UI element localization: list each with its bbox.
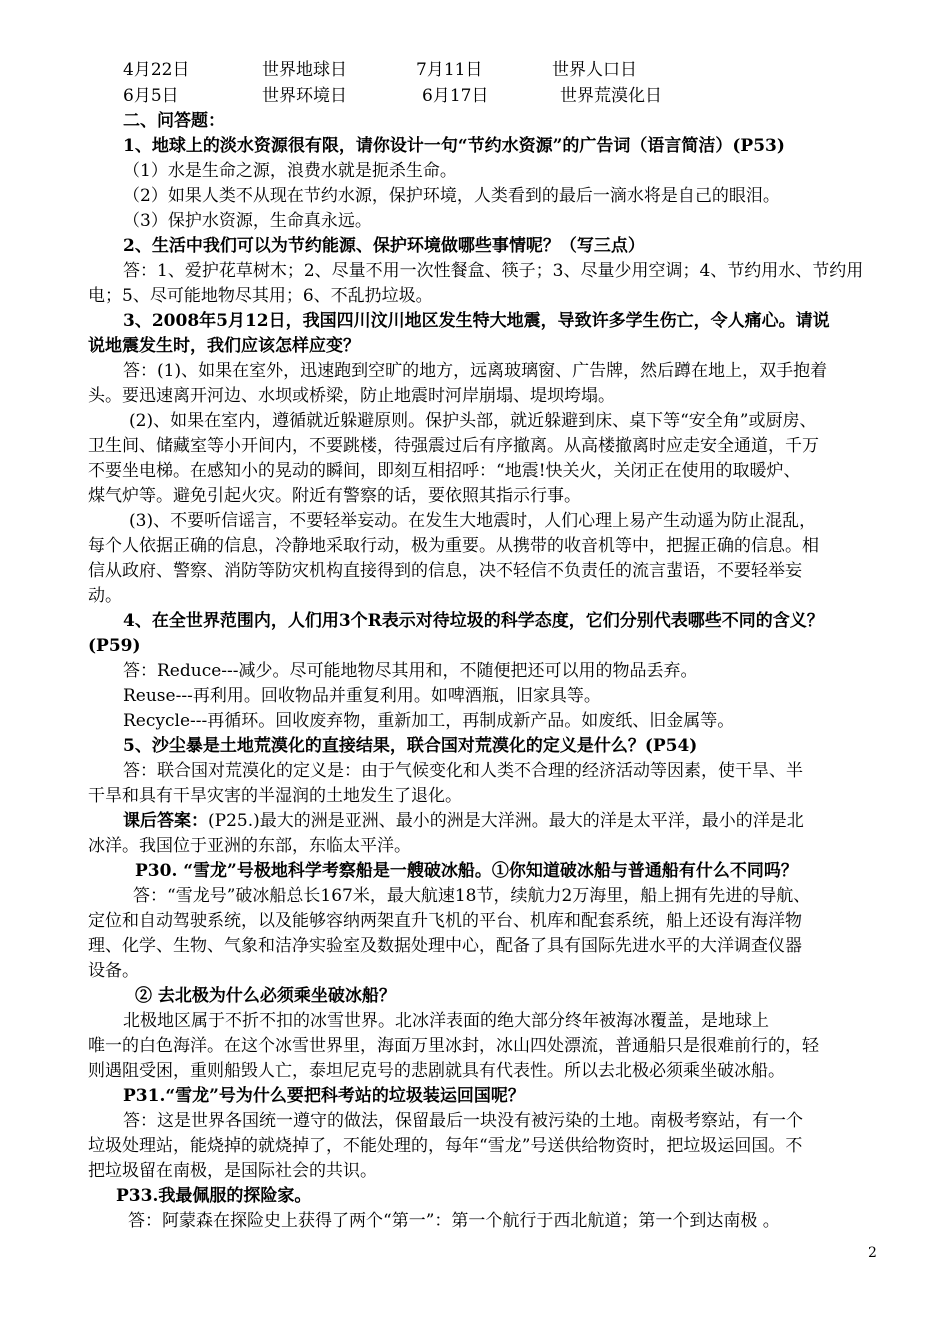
answer-line: (3)、不要听信谣言，不要轻举妄动。在发生大地震时，人们心理上易产生动遥为防止混乱， — [129, 511, 817, 531]
answer-line: 唯一的白色海洋。在这个冰雪世界里，海面万里冰封，冰山四处漂流，普通船只是很难前行的，轻 — [88, 1036, 819, 1056]
answer-line: 把垃圾留在南极，是国际社会的共识。 — [88, 1161, 377, 1181]
page-number: 2 — [868, 1245, 877, 1261]
answer-line: （1）水是生命之源，浪费水就是扼杀生命。 — [123, 161, 457, 181]
answer-line: 垃圾处理站，能烧掉的就烧掉了，不能处理的，每年“雪龙”号送供给物资时，把垃圾运回国。不 — [88, 1136, 803, 1156]
section-heading: 二、问答题： — [123, 111, 225, 131]
answer-line: Reuse---再利用。回收物品并重复利用。如啤酒瓶，旧家具等。 — [123, 686, 601, 706]
days-cell: 世界环境日 — [262, 86, 347, 106]
answer-line: 答：这是世界各国统一遵守的做法，保留最后一块没有被污染的土地。南极考察站，有一个 — [123, 1111, 803, 1131]
answer-line: （2）如果人类不从现在节约水源，保护环境，人类看到的最后一滴水将是自己的眼泪。 — [123, 186, 780, 206]
question-3-cont: 说地震发生时，我们应该怎样应变？ — [88, 336, 360, 356]
answer-line: 北极地区属于不折不扣的冰雪世界。北冰洋表面的绝大部分终年被海冰覆盖，是地球上 — [123, 1011, 769, 1031]
days-cell: 6月17日 — [422, 86, 489, 106]
answer-line: 设备。 — [88, 961, 139, 981]
answer-line: 每个人依据正确的信息，冷静地采取行动，极为重要。从携带的收音机等中，把握正确的信息。相 — [88, 536, 819, 556]
answer-line: 答：阿蒙森在探险史上获得了两个“第一”：第一个航行于西北航道；第一个到达南极 。 — [128, 1211, 780, 1231]
answer-line: 卫生间、储藏室等小开间内，不要跳楼，待强震过后有序撤离。从高楼撤离时应走安全通道，千万 — [88, 436, 819, 456]
question-4-ref: (P59) — [88, 636, 141, 656]
days-cell: 7月11日 — [416, 60, 483, 80]
days-cell: 6月5日 — [123, 86, 179, 106]
answer-line: 头。要迅速离开河边、水坝或桥梁，防止地震时河岸崩塌、堤坝垮塌。 — [88, 386, 615, 406]
days-cell: 世界地球日 — [262, 60, 347, 80]
answer-line: 则遇阻受困，重则船毁人亡，泰坦尼克号的悲剧就具有代表性。所以去北极必须乘坐破冰船。 — [88, 1061, 785, 1081]
days-cell: 世界人口日 — [552, 60, 637, 80]
answer-line: 干旱和具有干旱灾害的半湿润的土地发生了退化。 — [88, 786, 462, 806]
answer-line: Recycle---再循环。回收废弃物，重新加工，再制成新产品。如废纸、旧金属等。 — [123, 711, 735, 731]
answer-line: 答：“雪龙号”破冰船总长167米，最大航速18节，续航力2万海里，船上拥有先进的导航、 — [133, 886, 811, 906]
homework-answers-text: (P25.)最大的洲是亚洲、最小的洲是大洋洲。最大的洋是太平洋，最小的洋是北 — [208, 811, 804, 831]
question-3: 3、2008年5月12日，我国四川汶川地区发生特大地震，导致许多学生伤亡，令人痛心。请说 — [123, 311, 830, 331]
answer-line: (2)、如果在室内，遵循就近躲避原则。保护头部，就近躲避到床、桌下等“安全角”或厨房、 — [129, 411, 817, 431]
answer-line: 动。 — [88, 586, 122, 606]
answer-line: 理、化学、生物、气象和洁净实验室及数据处理中心，配备了具有国际先进水平的大洋调查仪器 — [88, 936, 802, 956]
homework-answers-label: 课后答案： — [123, 811, 208, 831]
answer-line: 不要坐电梯。在感知小的晃动的瞬间，即刻互相招呼：“地震!快关火，关闭正在使用的取暖炉、 — [88, 461, 801, 481]
answer-line: 煤气炉等。避免引起火灾。附近有警察的话，要依照其指示行事。 — [88, 486, 581, 506]
question-5: 5、沙尘暴是土地荒漠化的直接结果，联合国对荒漠化的定义是什么？(P54) — [123, 736, 698, 756]
answer-line: （3）保护水资源，生命真永远。 — [123, 211, 372, 231]
days-cell: 4月22日 — [123, 60, 190, 80]
question-p33: P33.我最佩服的探险家。 — [116, 1186, 312, 1206]
question-p31: P31.“雪龙”号为什么要把科考站的垃圾装运回国呢？ — [123, 1086, 525, 1106]
question-p30-2: ② 去北极为什么必须乘坐破冰船？ — [135, 986, 396, 1006]
answer-line: 答：1、爱护花草树木；2、尽量不用一次性餐盒、筷子；3、尽量少用空调；4、节约用水、节约用 — [123, 261, 864, 281]
answer-line: 答：Reduce---减少。尽可能地物尽其用和，不随便把还可以用的物品丢弃。 — [123, 661, 698, 681]
answer-line: 定位和自动驾驶系统，以及能够容纳两架直升飞机的平台、机库和配套系统，船上还设有海洋物 — [88, 911, 802, 931]
answer-line: 电；5、尽可能地物尽其用；6、不乱扔垃圾。 — [88, 286, 433, 306]
answer-line: 冰洋。我国位于亚洲的东部，东临太平洋。 — [88, 836, 411, 856]
answer-line: 答：联合国对荒漠化的定义是：由于气候变化和人类不合理的经济活动等因素，使干旱、半 — [123, 761, 803, 781]
question-p30: P30. “雪龙”号极地科学考察船是一艘破冰船。①你知道破冰船与普通船有什么不同吗？ — [135, 861, 798, 881]
answer-line: 答：(1)、如果在室外，迅速跑到空旷的地方，远离玻璃窗、广告牌，然后蹲在地上，双手抱着 — [123, 361, 828, 381]
answer-line: 信从政府、警察、消防等防灾机构直接得到的信息，决不轻信不负责任的流言蜚语，不要轻举妄 — [88, 561, 802, 581]
homework-answers — [123, 808, 804, 834]
question-4: 4、在全世界范围内，人们用3个R表示对待垃圾的科学态度，它们分别代表哪些不同的含义？ — [123, 611, 824, 631]
question-2: 2、生活中我们可以为节约能源、保护环境做哪些事情呢？（写三点） — [123, 236, 645, 256]
days-cell: 世界荒漠化日 — [560, 86, 662, 106]
question-1: 1、地球上的淡水资源很有限，请你设计一句“节约水资源”的广告词（语言简洁）(P53) — [123, 136, 785, 156]
